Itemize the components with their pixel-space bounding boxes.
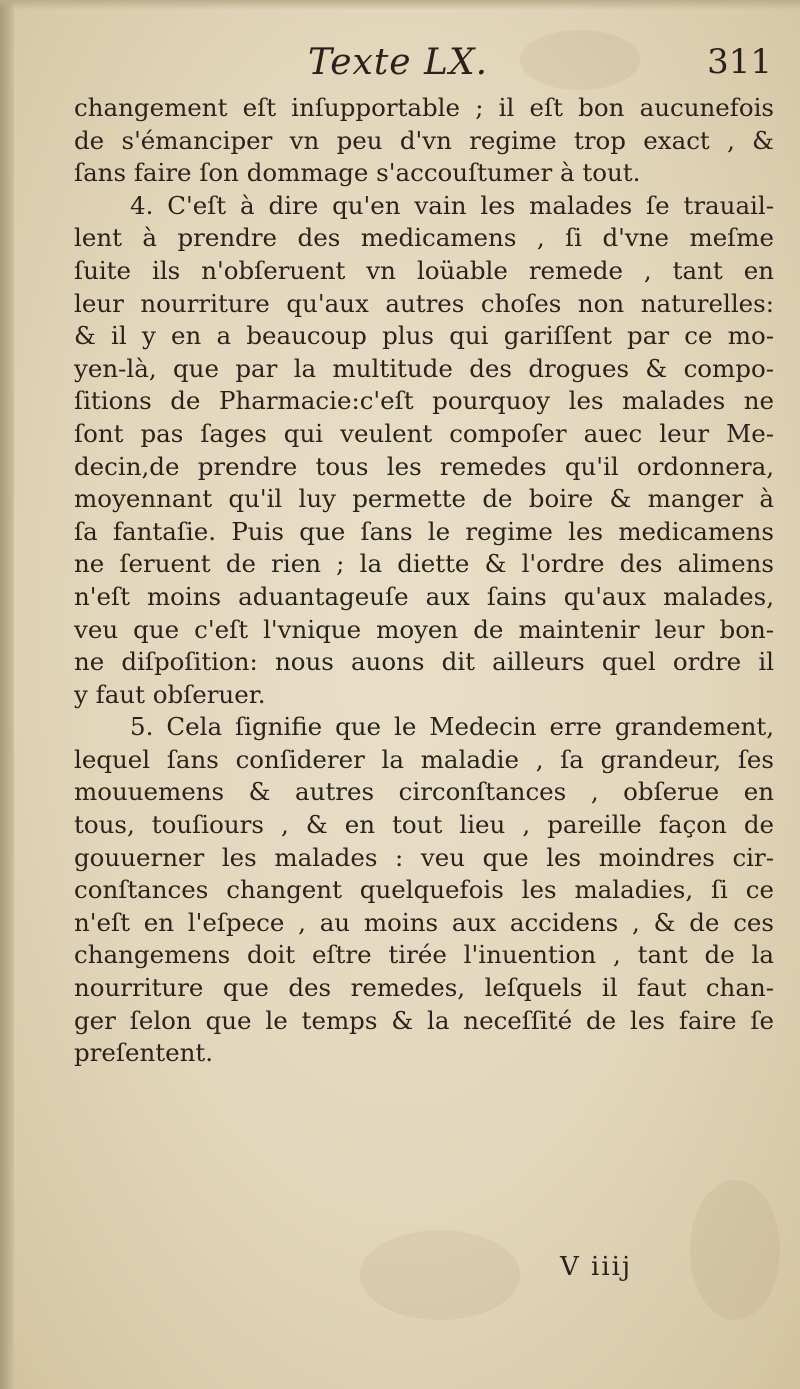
running-title: Texte LX. (308, 42, 489, 83)
text-line: decin,de prendre tous les remedes qu'il ordonnera, (74, 451, 774, 481)
text-line: de s'émanciper vn peu d'vn regime trop exact , & (74, 125, 774, 155)
page-gutter-shadow (0, 0, 14, 1389)
text-line: lent à prendre des medicamens , ſi d'vne meſme (74, 223, 774, 253)
text-line: 5. Cela ſignifie que le Medecin erre grandement, (130, 712, 774, 742)
text-line: ne diſpoſition: nous auons dit ailleurs quel ordre il (74, 647, 774, 677)
page-header (60, 38, 772, 94)
text-line: nourriture que des remedes, leſquels il faut chan- (74, 973, 774, 1003)
text-line: ſuite ils n'obſeruent vn loüable remede , tant en (74, 255, 774, 285)
text-line: ſont pas ſages qui veulent compoſer auec leur Me- (74, 418, 774, 448)
text-line: mouuemens & autres circonſtances , obſerue en (74, 777, 774, 807)
text-line: n'eſt moins aduantageuſe aux ſains qu'aux malades, (74, 581, 774, 611)
paper-stain (360, 1230, 520, 1320)
page-number: 311 (707, 42, 772, 82)
body-text (74, 92, 774, 1070)
text-line: gouuerner les malades : veu que les moindres cir- (74, 842, 774, 872)
text-line: ſa fantaſie. Puis que ſans le regime les medicamens (74, 516, 774, 546)
text-line: tous, touſiours , & en tout lieu , pareille façon de (74, 810, 774, 840)
text-line: lequel ſans conſiderer la maladie , ſa grandeur, ſes (74, 744, 774, 774)
text-line: ger ſelon que le temps & la neceſſité de les faire ſe (74, 1005, 774, 1035)
text-line: ſans faire ſon dommage s'accouſtumer à tout. (74, 158, 641, 188)
text-line: preſentent. (74, 1038, 213, 1068)
text-line: yen-là, que par la multitude des drogues & compo- (74, 353, 774, 383)
text-line: n'eſt en l'eſpece , au moins aux accidens , & de ces (74, 907, 774, 937)
text-line: 4. C'eſt à dire qu'en vain les malades ſe trauail- (130, 190, 774, 220)
signature-mark: V iiij (560, 1252, 633, 1282)
text-line: conſtances changent quelquefois les maladies, ſi ce (74, 875, 774, 905)
text-line: changement eſt inſupportable ; il eſt bon aucunefois (74, 93, 774, 122)
text-line: veu que c'eſt l'vnique moyen de maintenir leur bon- (74, 614, 774, 644)
text-line: y faut obſeruer. (74, 679, 266, 709)
paper-stain (690, 1180, 780, 1320)
text-line: changemens doit eſtre tirée l'inuention , tant de la (74, 940, 774, 970)
text-line: ne ſeruent de rien ; la diette & l'ordre des alimens (74, 549, 774, 579)
text-line: leur nourriture qu'aux autres choſes non naturelles: (74, 288, 774, 318)
text-line: moyennant qu'il luy permette de boire & manger à (74, 484, 774, 514)
text-line: ſitions de Pharmacie:c'eſt pourquoy les malades ne (74, 386, 774, 416)
page-top-shadow (0, 0, 800, 10)
text-line: & il y en a beaucoup plus qui gariſſent par ce mo- (74, 321, 774, 351)
